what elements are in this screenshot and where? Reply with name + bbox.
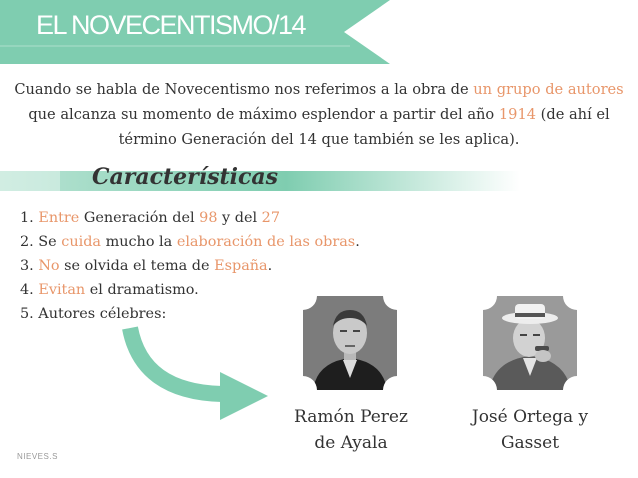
page-title: EL NOVECENTISMO/14 — [36, 10, 306, 40]
list-item: 2. Se cuida mucho la elaboración de las obras. — [20, 234, 360, 250]
portrait-icon — [303, 296, 397, 390]
list-item: 5. Autores célebres: — [20, 306, 167, 322]
intro-highlight-1: un grupo de autores — [473, 81, 624, 98]
section-title: Características — [92, 164, 279, 190]
intro-highlight-2: 1914 — [498, 106, 537, 123]
intro-text-2: que alcanza su momento de máximo esplendor a partir del año — [28, 106, 499, 123]
author-portrait-ortega-y-gasset — [483, 296, 577, 390]
intro-paragraph — [6, 77, 632, 152]
list-item: 1. Entre Generación del 98 y del 27 — [20, 210, 280, 226]
author-name-ortega-y-gasset: José Ortega y Gasset — [471, 407, 589, 453]
author-portrait-perez-de-ayala — [303, 296, 397, 390]
title-banner — [0, 0, 390, 64]
curved-arrow-icon — [120, 320, 280, 430]
author-name-perez-de-ayala: Ramón Perez de Ayala — [294, 407, 408, 453]
intro-text-1: Cuando se habla de Novecentismo nos referimos a la obra de — [14, 81, 474, 98]
portrait-icon — [483, 296, 577, 390]
footer-credit: NIEVES.S — [17, 452, 58, 461]
list-item: 4. Evitan el dramatismo. — [20, 282, 199, 298]
list-item: 3. No se olvida el tema de España. — [20, 258, 273, 274]
intro-text-3: (de ahí el término Generación del 14 que también se les aplica). — [118, 106, 610, 148]
